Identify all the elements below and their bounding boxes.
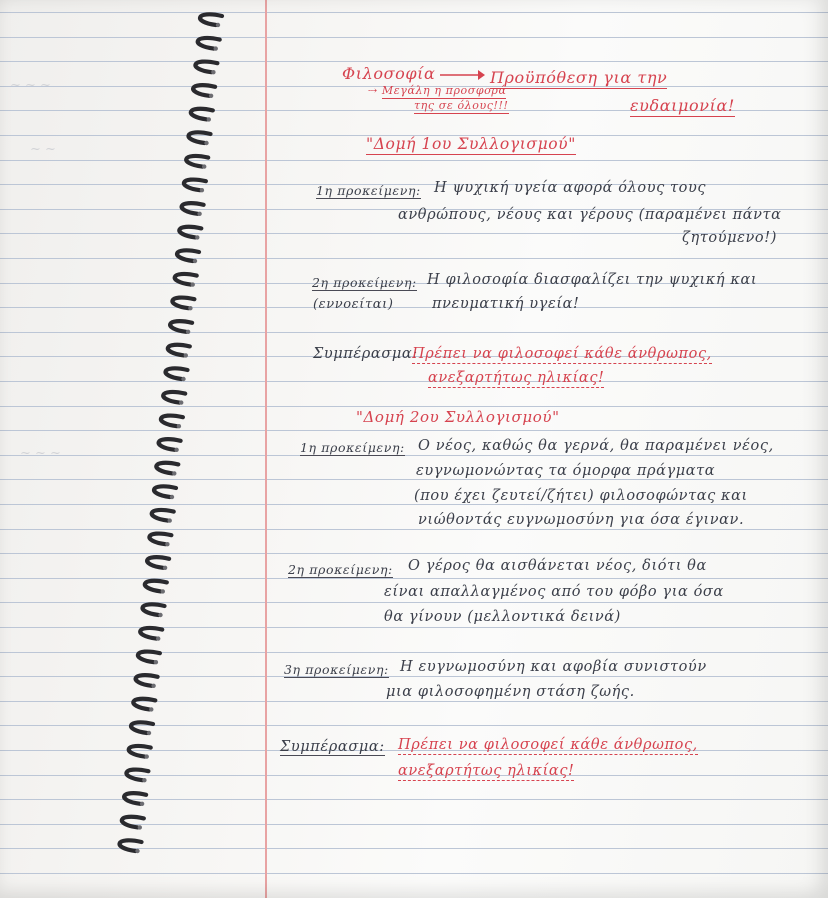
s1-premise2-note: (εννοείται) [313, 297, 394, 312]
binding-hole [147, 731, 151, 735]
s2-premise1-line: νιώθοντάς ευγνωμοσύνη για όσα έγιναν. [418, 512, 745, 528]
precondition-text: Προϋπόθεση για την [490, 68, 668, 87]
s1-premise2-line: Η φιλοσοφία διασφαλίζει την ψυχική και [427, 272, 758, 288]
s2-premise3-line: μια φιλοσοφημένη στάση ζωής. [386, 684, 635, 700]
binding-hole [193, 259, 197, 263]
binding-hole [177, 424, 181, 428]
s2-premise2-line: θα γίνουν (μελλοντικά δεινά) [384, 609, 621, 625]
s2-premise2-line: Ο γέρος θα αισθάνεται νέος, διότι θα [408, 558, 707, 574]
binding-hole [197, 212, 201, 216]
s1-conclusion-line: Πρέπει να φιλοσοφεί κάθε άνθρωπος, [412, 346, 712, 362]
s2-premise2-label: 2η προκείμενη: [288, 562, 393, 577]
binding-hole [216, 23, 220, 27]
binding-hole [165, 542, 169, 546]
binding-hole [207, 117, 211, 121]
binding-hole [154, 660, 158, 664]
binding-hole [195, 235, 199, 239]
s2-premise1-line: (που έχει ζευτεί/ζήτει) φιλοσοφώντας και [414, 488, 748, 504]
show-through-text: ~ ~ ~ [20, 446, 61, 461]
binding-hole [179, 400, 183, 404]
binding-hole [170, 495, 174, 499]
show-through-text: ~ ~ ~ [10, 78, 51, 93]
s2-conclusion-line: ανεξαρτήτως ηλικίας! [398, 763, 575, 779]
binding-hole [174, 448, 178, 452]
for-all-note: της σε όλους!!! [414, 99, 509, 112]
s2-premise3-label: 3η προκείμενη: [284, 662, 389, 677]
binding-hole [151, 684, 155, 688]
s1-premise1-line: Η ψυχική υγεία αφορά όλους τους [434, 180, 707, 196]
binding-hole [142, 778, 146, 782]
s1-premise2-label: 2η προκείμενη: [312, 275, 417, 290]
binding-hole [161, 589, 165, 593]
arrow-right-icon [438, 68, 486, 82]
binding-hole [200, 188, 204, 192]
binding-hole [184, 353, 188, 357]
binding-hole [149, 707, 153, 711]
binding-hole [181, 377, 185, 381]
s1-premise1-label: 1η προκείμενη: [316, 183, 421, 198]
binding-hole [163, 566, 167, 570]
s2-conclusion-label: Συμπέρασμα: [280, 739, 385, 755]
s2-premise2-line: είναι απαλλαγμένος από του φόβο για όσα [384, 584, 724, 600]
s1-premise1-line: ανθρώπους, νέους και γέρους (παραμένει πάντα [398, 207, 782, 223]
s1-conclusion-label: Συμπέρασμα: [313, 346, 418, 362]
s2-premise1-line: Ο νέος, καθώς θα γερνά, θα παραμένει νέος, [418, 438, 774, 454]
s1-premise1-line: ζητούμενο!) [682, 230, 777, 246]
s2-premise3-line: Η ευγνωμοσύνη και αφοβία συνιστούν [400, 659, 707, 675]
binding-hole [211, 70, 215, 74]
binding-hole [172, 471, 176, 475]
s1-premise2-line: πνευματική υγεία! [432, 296, 580, 312]
s2-premise1-line: ευγνωμονώντας τα όμορφα πράγματα [416, 463, 716, 479]
philosophy-heading: Φιλοσοφία [342, 64, 436, 83]
happiness-text: ευδαιμονία! [630, 96, 735, 115]
binding-hole [204, 141, 208, 145]
binding-hole [168, 518, 172, 522]
s2-conclusion-line: Πρέπει να φιλοσοφεί κάθε άνθρωπος, [398, 737, 698, 753]
binding-hole [188, 306, 192, 310]
show-through-text: ~ ~ [30, 142, 56, 157]
binding-hole [158, 613, 162, 617]
s1-conclusion-line: ανεξαρτήτως ηλικίας! [428, 370, 605, 386]
binding-hole [209, 94, 213, 98]
binding-hole [156, 636, 160, 640]
binding-hole [140, 802, 144, 806]
binding-hole [214, 46, 218, 50]
binding-hole [191, 282, 195, 286]
binding-hole [186, 330, 190, 334]
big-offer-note: ⇢ Μεγάλη η προσφορά [368, 84, 507, 97]
binding-hole [138, 825, 142, 829]
syllogism1-title: "Δομή 1ου Συλλογισμού" [366, 135, 576, 153]
s2-premise1-label: 1η προκείμενη: [300, 440, 405, 455]
binding-hole [135, 849, 139, 853]
syllogism2-title: "Δομή 2ου Συλλογισμού" [356, 408, 560, 426]
binding-hole [202, 164, 206, 168]
binding-hole [145, 754, 149, 758]
